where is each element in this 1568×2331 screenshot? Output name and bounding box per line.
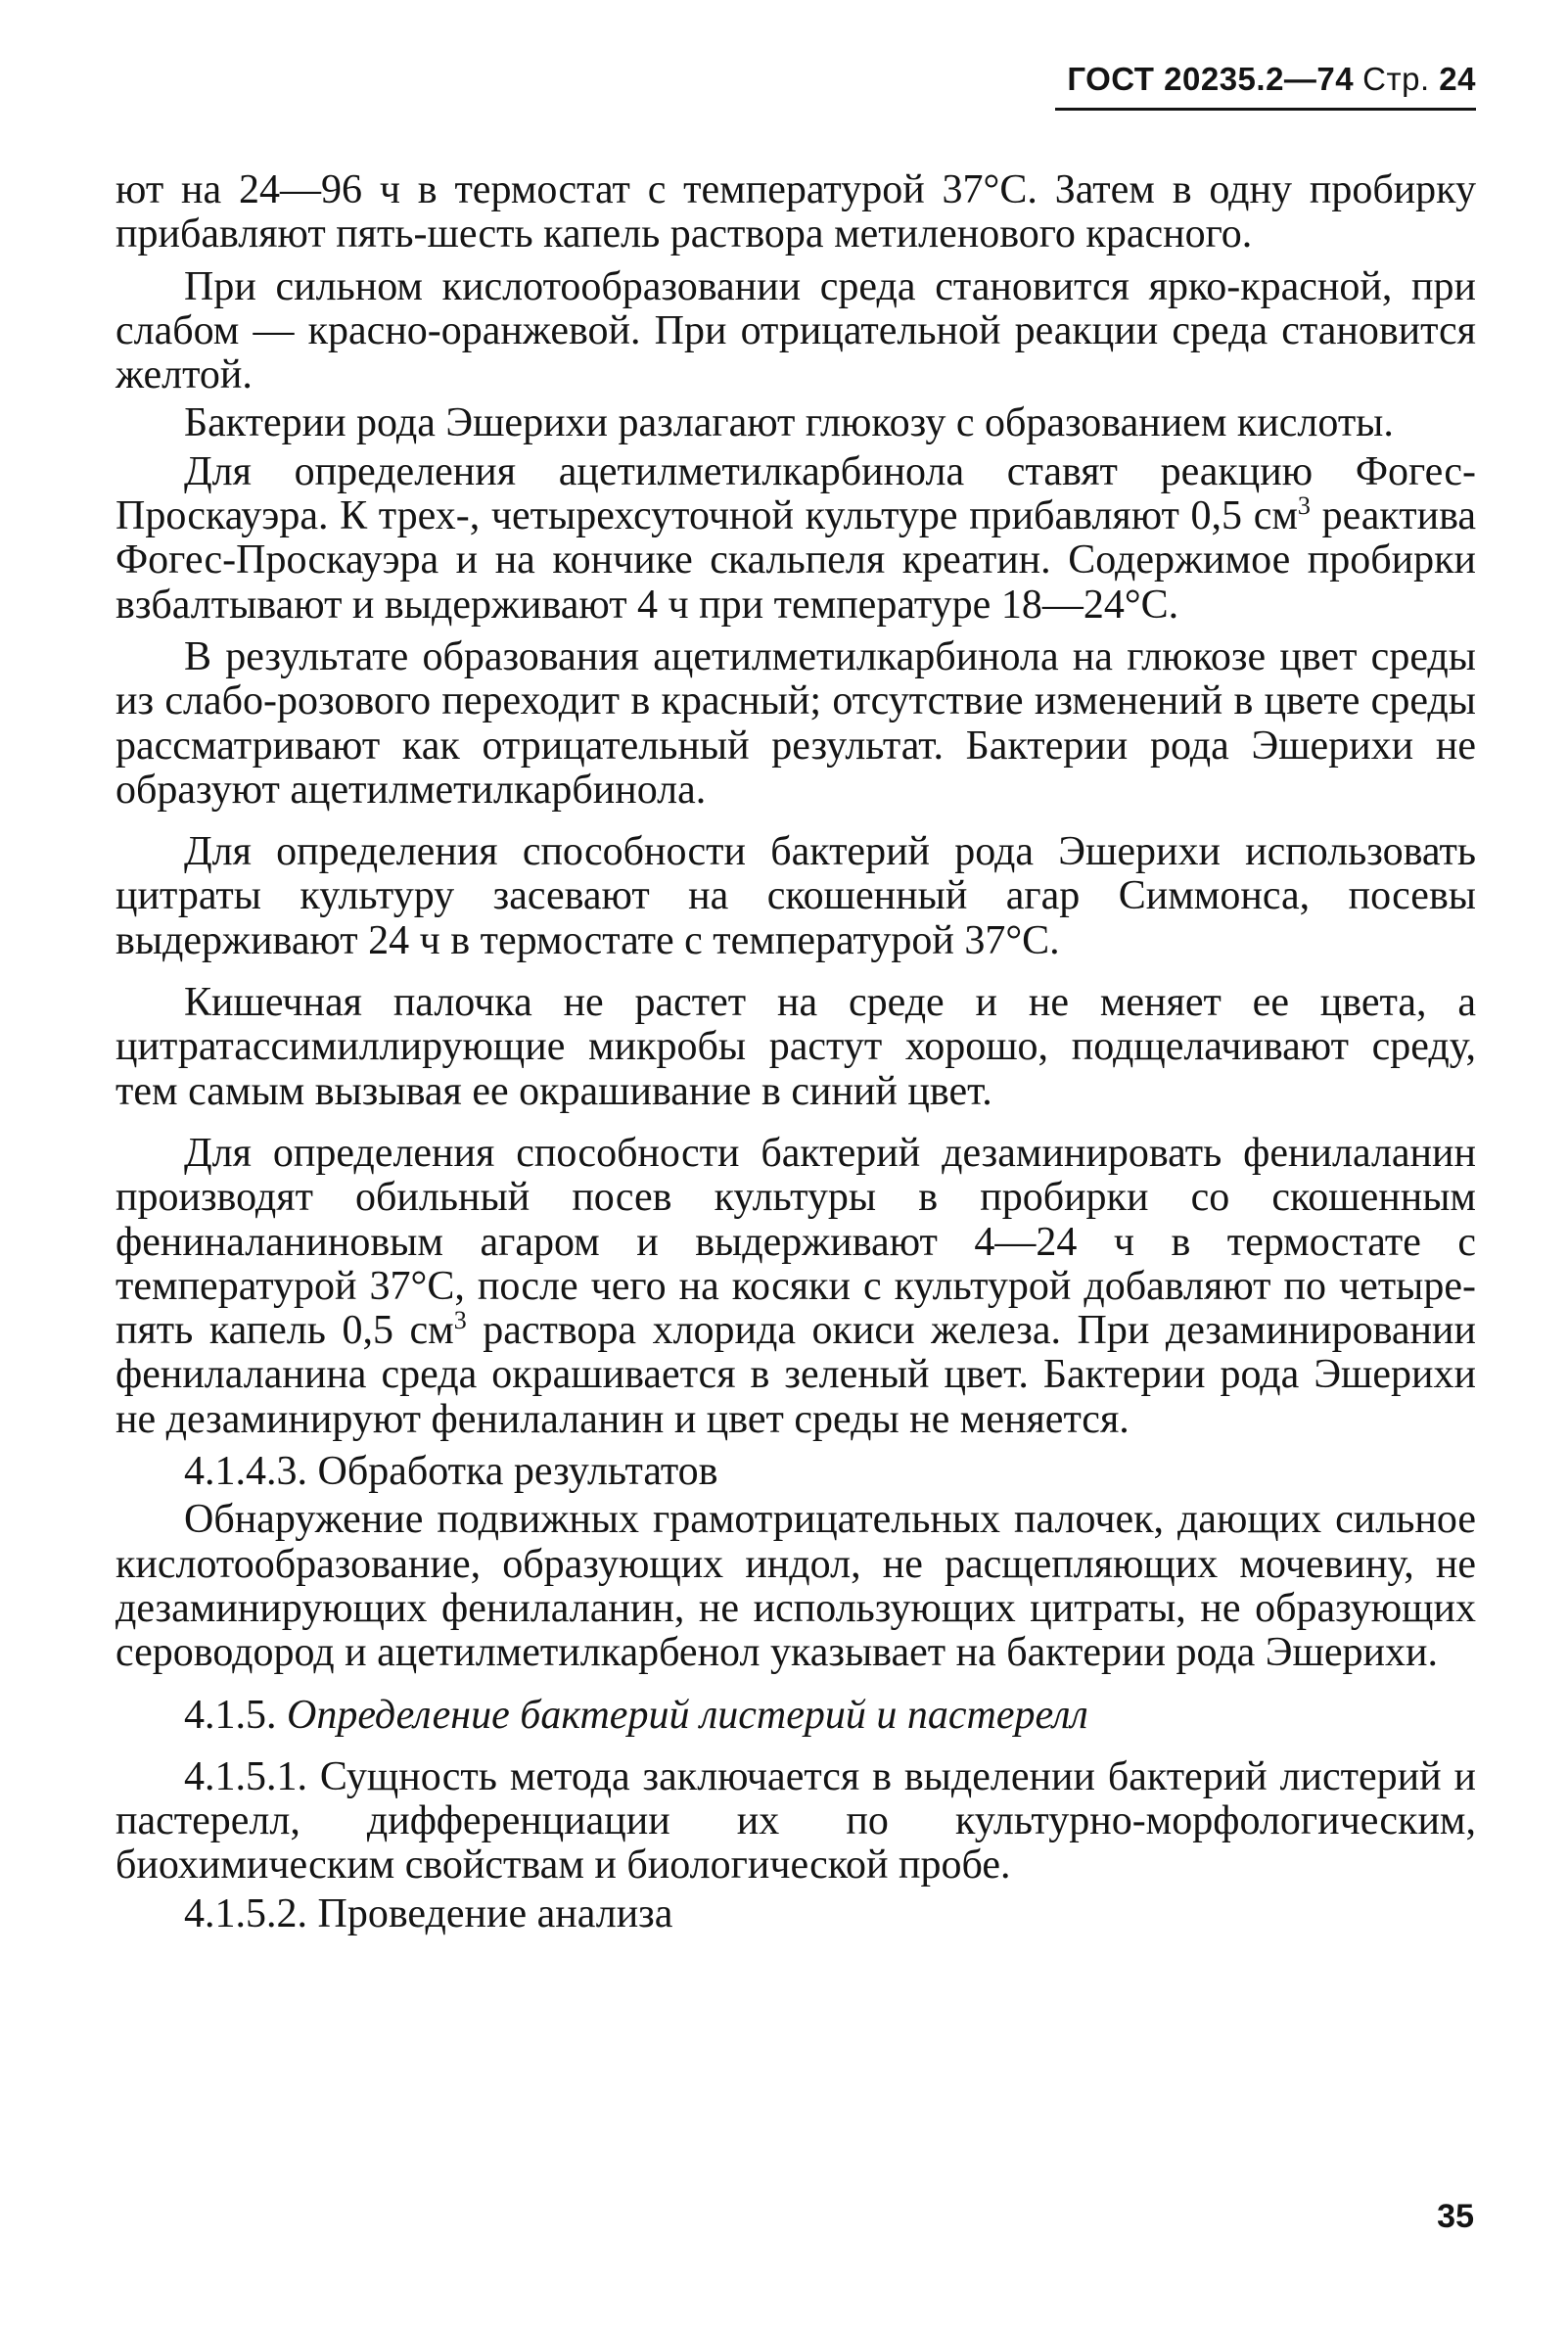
section-heading-4-1-5 [115, 1694, 1476, 1738]
page-header [1065, 61, 1476, 99]
section-heading-4-1-4-3: 4.1.4.3. Обработка результатов [184, 1449, 718, 1495]
body-text [115, 168, 1476, 1944]
text-segment: реактива Фогес-Проскауэра и на кончике скальпеля креатин. Содержимое пробирки взбалтывают и выдерживают 4 ч при температуре 18—24°С. [115, 493, 1476, 628]
text-segment: Для определения способности бактерий дезаминировать фенилаланин производят обильный посев культуры в пробирки со скошенным фениналаниновым агаром и выдерживают 4—24 ч в термостате с температурой 37°С, после чего на косяки с культурой добавляют по четыре-пять капель 0,5 см [115, 1130, 1476, 1354]
superscript: 3 [453, 1306, 467, 1335]
paragraph-method-essence: 4.1.5.1. Сущность метода заключается в выделении бактерий листерий и пастерелл, дифференциации их по культурно-морфологическим, биохимическим свойствам и биологической пробе. [115, 1753, 1476, 1888]
text-segment: раствора хлорида окиси железа. При дезаминировании фенилаланина среда окрашивается в зеленый цвет. Бактерии рода Эшерихи не дезаминируют фенилаланин и цвет среды не меняется. [115, 1308, 1476, 1442]
page-ref-number: 24 [1439, 61, 1476, 97]
section-heading-4-1-5-2: 4.1.5.2. Проведение анализа [184, 1890, 673, 1936]
paragraph-voges-proskauer [115, 450, 1476, 628]
paragraph-phenylalanine-test [115, 1132, 1476, 1442]
paragraph-citrate-test: Для определения способности бактерий рода Эшерихи использовать цитраты культуру засевают на скошенный агар Симмонса, посевы выдерживают 24 ч в термостате с температурой 37°С. [115, 829, 1476, 963]
paragraph-results-processing: Обнаружение подвижных грамотрицательных палочек, дающих сильное кислотообразование, образующих индол, не расщепляющих мочевину, не дезаминирующих фенилаланин, не использующих цитраты, не образующих сероводород и ацетилметилкарбенол указывает на бактерии рода Эшерихи. [115, 1497, 1476, 1676]
text-segment: Для определения ацетилметилкарбинола ставят реакцию Фогес-Проскауэра. К трех-, четырехсуточной культуре прибавляют 0,5 см [115, 448, 1476, 539]
page-label: Стр. [1362, 61, 1430, 97]
paragraph-continuation: ют на 24—96 ч в термостат с температурой 37°С. Затем в одну пробирку прибавляют пять-шесть капель раствора метиленового красного. [115, 167, 1476, 257]
page-number: 35 [1437, 2198, 1474, 2235]
standard-code: ГОСТ 20235.2—74 [1067, 61, 1355, 97]
paragraph-acid-formation: При сильном кислотообразовании среда становится ярко-красной, при слабом — красно-оранжевой. При отрицательной реакции среда становится желтой. [115, 263, 1476, 398]
section-number: 4.1.5. [184, 1692, 277, 1738]
paragraph-acetylmethylcarbinol-result: В результате образования ацетилметилкарбинола на глюкозе цвет среды из слабо-розового переходит в красный; отсутствие изменений в цвете среды рассматривают как отрицательный результат. Бактерии рода Эшерихи не образуют ацетилметилкарбинола. [115, 633, 1476, 813]
section-title: Определение бактерий листерий и пастерелл [287, 1692, 1088, 1738]
page-reference [1362, 61, 1476, 97]
superscript: 3 [1297, 491, 1311, 521]
paragraph-citrate-result: Кишечная палочка не растет на среде и не меняет ее цвета, а цитратассимиллирующие микробы растут хорошо, подщелачивают среду, тем самым вызывая ее окрашивание в синий цвет. [115, 980, 1476, 1114]
header-divider [1055, 108, 1476, 111]
paragraph-glucose: Бактерии рода Эшерихи разлагают глюкозу с образованием кислоты. [184, 400, 1394, 446]
